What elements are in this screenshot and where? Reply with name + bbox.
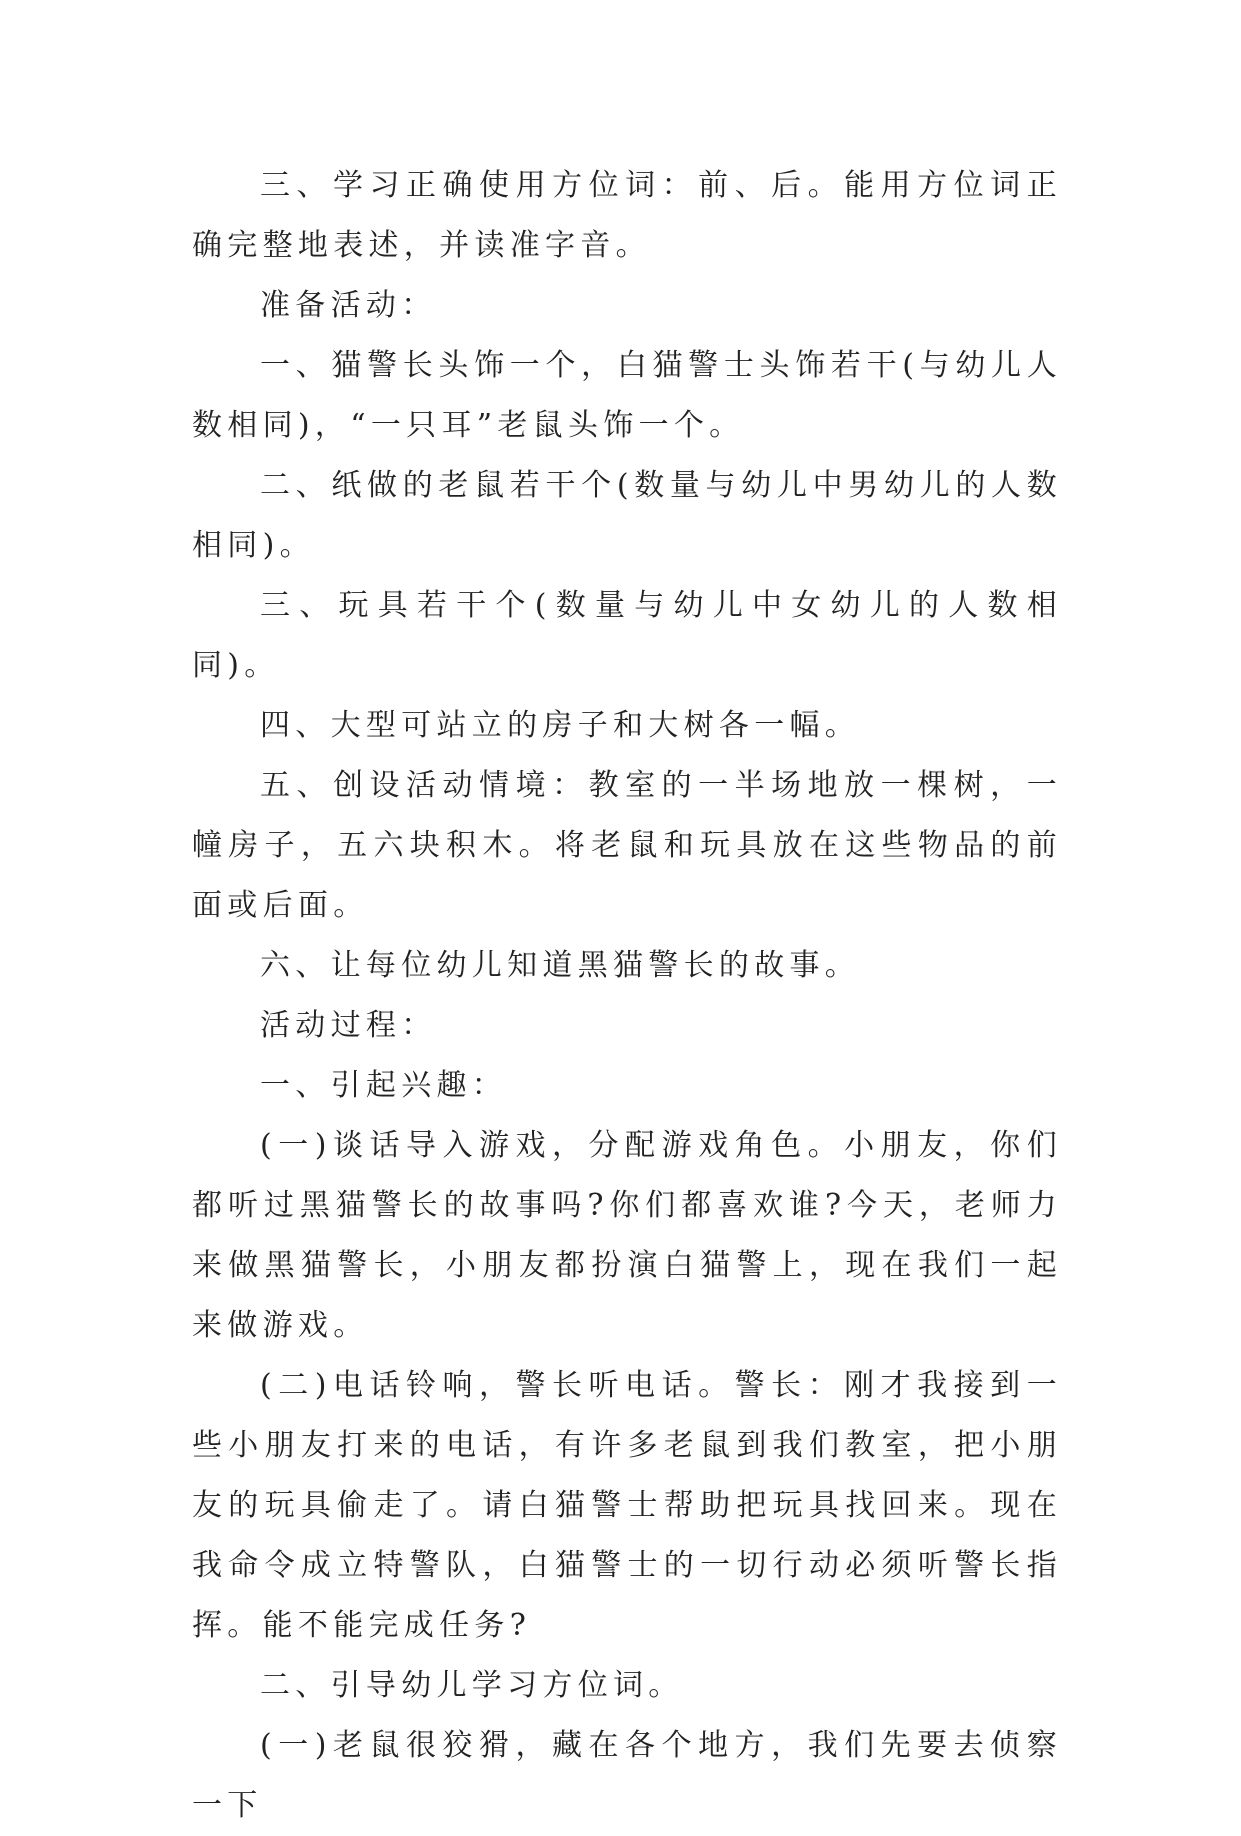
paragraph-step-1-b: (二)电话铃响，警长听电话。警长：刚才我接到一些小朋友打来的电话，有许多老鼠到我们教室，把小朋友的玩具偷走了。请白猫警士帮助把玩具找回来。现在我命令成立特警队，白猫警士的一切行动必须听警长指挥。能不能完成任务?	[192, 1368, 1062, 1643]
paragraph-prep-6: 六、让每位幼儿知道黑猫警长的故事。	[260, 948, 861, 983]
heading-preparation: 准备活动：	[260, 288, 437, 323]
paragraph-prep-3: 三、玩具若干个(数量与幼儿中女幼儿的人数相同)。	[192, 588, 1062, 683]
heading-step-2: 二、引导幼儿学习方位词。	[260, 1668, 684, 1703]
paragraph-step-2-a: (一)老鼠很狡猾，藏在各个地方，我们先要去侦察一下	[192, 1728, 1062, 1823]
heading-process: 活动过程：	[260, 1008, 437, 1043]
paragraph-prep-4: 四、大型可站立的房子和大树各一幅。	[260, 708, 861, 743]
paragraph-objective-3: 三、学习正确使用方位词：前、后。能用方位词正确完整地表述，并读准字音。	[192, 168, 1062, 263]
paragraph-prep-2: 二、纸做的老鼠若干个(数量与幼儿中男幼儿的人数相同)。	[192, 468, 1062, 563]
paragraph-step-1-a: (一)谈话导入游戏，分配游戏角色。小朋友，你们都听过黑猫警长的故事吗?你们都喜欢谁?今天，老师力来做黑猫警长，小朋友都扮演白猫警上，现在我们一起来做游戏。	[192, 1128, 1062, 1343]
paragraph-prep-1: 一、猫警长头饰一个，白猫警士头饰若干(与幼儿人数相同)，“一只耳”老鼠头饰一个。	[192, 348, 1062, 443]
heading-step-1: 一、引起兴趣：	[260, 1068, 508, 1103]
document-body	[192, 156, 1062, 1836]
paragraph-prep-5: 五、创设活动情境：教室的一半场地放一棵树，一幢房子，五六块积木。将老鼠和玩具放在这些物品的前面或后面。	[192, 768, 1062, 923]
